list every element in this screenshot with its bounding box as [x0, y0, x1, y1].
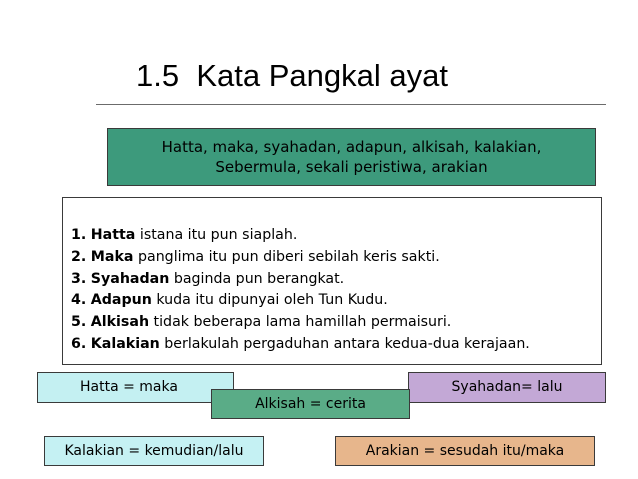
- examples-box: [62, 197, 602, 365]
- kalakian-definition-box: Kalakian = kemudian/lalu: [44, 436, 264, 466]
- example-number: 1.: [71, 227, 87, 243]
- hatta-definition-box: Hatta = maka: [37, 372, 234, 403]
- arakian-definition-box: Arakian = sesudah itu/maka: [335, 436, 595, 466]
- example-sentence: baginda pun berangkat.: [169, 270, 345, 287]
- example-number: 2.: [71, 248, 87, 265]
- syahadan-definition-box: Syahadan= lalu: [408, 372, 606, 403]
- word-list-box: [107, 128, 596, 186]
- example-line: [71, 290, 601, 312]
- example-number: 4.: [71, 292, 87, 309]
- example-number: 3.: [71, 270, 87, 287]
- example-keyword: Hatta: [90, 227, 136, 243]
- slide-title: 1.5 Kata Pangkal ayat: [136, 58, 448, 93]
- example-line: [71, 225, 601, 247]
- example-keyword: Maka: [90, 248, 134, 265]
- example-line: [71, 269, 601, 291]
- example-sentence: panglima itu pun diberi sebilah keris sakti.: [133, 248, 440, 265]
- word-list-line-1: Hatta, maka, syahadan, adapun, alkisah, kalakian,: [161, 138, 542, 156]
- example-keyword: Alkisah: [90, 314, 150, 331]
- word-list-line-2: Sebermula, sekali peristiwa, arakian: [215, 158, 488, 176]
- example-number: 6.: [71, 335, 87, 352]
- alkisah-definition-box: Alkisah = cerita: [211, 389, 410, 419]
- example-sentence: berlakulah pergaduhan antara kedua-dua kerajaan.: [159, 335, 530, 352]
- example-keyword: Kalakian: [90, 335, 160, 352]
- example-line: [71, 312, 601, 334]
- example-number: 5.: [71, 314, 87, 331]
- example-line: [71, 334, 601, 356]
- example-line: [71, 247, 601, 269]
- example-keyword: Syahadan: [90, 270, 170, 287]
- title-divider: [96, 104, 606, 105]
- example-sentence: kuda itu dipunyai oleh Tun Kudu.: [151, 292, 388, 309]
- example-sentence: tidak beberapa lama hamillah permaisuri.: [149, 314, 452, 331]
- example-sentence: istana itu pun siaplah.: [135, 227, 298, 243]
- example-keyword: Adapun: [90, 292, 152, 309]
